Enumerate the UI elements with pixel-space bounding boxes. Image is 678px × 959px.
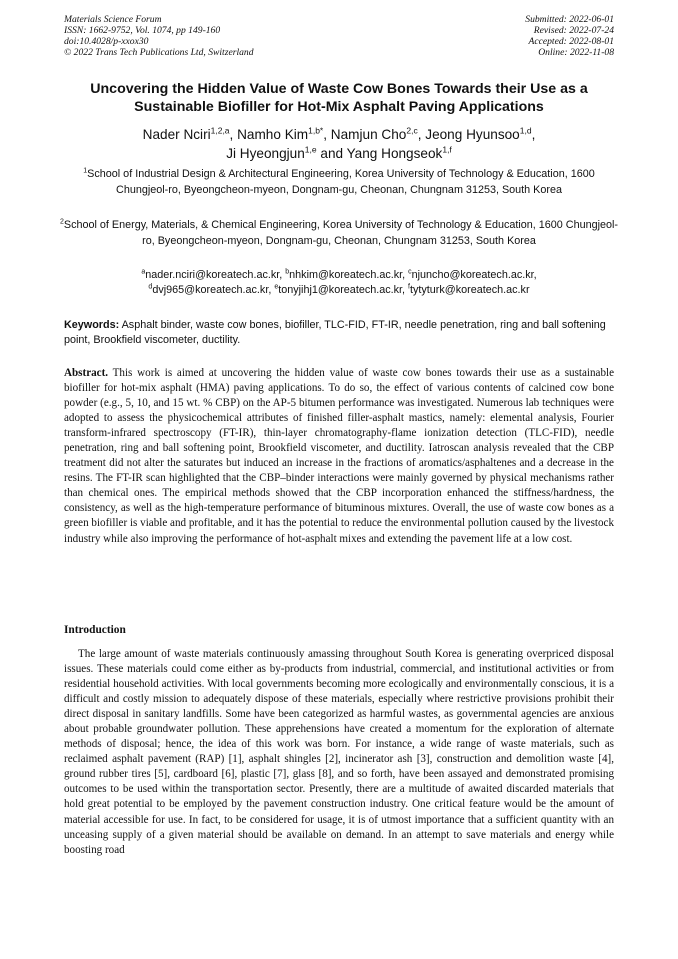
email-e[interactable]: $^e$tonyjihj1@koreatech.ac.kr [274, 283, 403, 296]
email-c[interactable]: $^c$njuncho@koreatech.ac.kr [408, 268, 534, 281]
author-3: Namjun Cho$^{2,c}$, [330, 125, 426, 142]
author-1: Nader Nciri$^{1,2,a}$, [142, 125, 238, 142]
author-4: Jeong Hyunsoo$^{1,d}$, [425, 125, 536, 142]
journal-header [64, 14, 254, 58]
abstract [64, 366, 614, 547]
email-a[interactable]: $^a$nader.nciri@koreatech.ac.kr [141, 268, 280, 281]
introduction-paragraph: The large amount of waste materials continuously amassing throughout South Korea is generating overpriced disposal issues. These materials could come either as by-products from industrial, commercial, and institutional activities or from residential household activities. With local governments becoming more ecologically and environmentally conscious, it is a difficult and costly mission to adequately dispose of these materials, especially where restrictive provisions prohibit their direct disposal in sanitary landfills. Some have been categorized as harmful wastes, as governmental agencies are anxious about probable groundwater pollution. These apprehensions have created a momentum for the exploration of alternate methods of disposal; hence, the idea of this work was born. For instance, a wide range of waste materials, such as reclaimed asphalt pavement (RAP) [1], asphalt shingles [2], incinerator ash [3], construction and demolition waste [4], ground rubber tires [5], cardboard [6], plastic [7], glass [8], and so forth, have been assayed and demonstrated promising outcomes to be used within the transportation sector. Presently, there are a multitude of awaited discarded materials that hold great potential to be employed by the pavement construction industry. One critical feature would be the amount of material accessible for use. In fact, to be considered for usage, it is of utmost importance that a sufficient quantity with an unceasing supply of a given material should be available on demand. In an attempt to save materials and energy while boosting road [64, 648, 614, 856]
section-heading-introduction: Introduction [64, 624, 126, 636]
email-b[interactable]: $^b$nhkim@koreatech.ac.kr [285, 268, 403, 281]
author-list [50, 125, 628, 163]
keywords-text: Asphalt binder, waste cow bones, biofiller, TLC-FID, FT-IR, needle penetration, ring and ball softening point, Brookfield viscometer, ductility. [64, 319, 606, 346]
author-5: Ji Hyeongjun$^{1,e}$ and [226, 144, 347, 161]
keywords [64, 318, 614, 348]
doi-line: doi:10.4028/p-xxox30 [64, 36, 149, 47]
author-2: Namho Kim$^{1,b*}$, [237, 125, 331, 142]
accepted-date: Accepted: 2022-08-01 [528, 36, 614, 47]
author-emails: $^a$nader.nciri@koreatech.ac.kr, $^b$nhkim@koreatech.ac.kr, $^c$njuncho@koreatech.ac.kr, $^d$dvj965@koreatech.ac.kr, $^e$tonyjihj1@koreatech.ac.kr, $^f$tytyturk@koreatech.ac.kr [141, 268, 537, 296]
keywords-label: Keywords: [64, 319, 120, 331]
journal-name: Materials Science Forum [64, 14, 162, 25]
revised-date: Revised: 2022-07-24 [533, 25, 614, 36]
affiliation-1: $^1$School of Industrial Design & Architectural Engineering, Korea University of Technology & Education, 1600 Chungjeol-ro, Byeongcheon-myeon, Dongnam-gu, Cheonan, Chungnam 31253, South Korea [83, 167, 595, 196]
abstract-label: Abstract. [64, 367, 109, 379]
abstract-text: This work is aimed at uncovering the hidden value of waste cow bones towards their use as a sustainable biofiller for hot-mix asphalt (HMA) paving applications. To do so, the effect of various contents of calcined cow bone powder (e.g., 5, 10, and 15 wt. % CBP) on the AP-5 bitumen performance was investigated. Numerous lab techniques were adopted to assess the physicochemical attributes of finished filler-asphalt mastics, namely: elemental analysis, Fourier transform-infrared spectroscopy (FT-IR), thin-layer chromatography-flame ionization detection (TLC-FID), needle penetration, ring and ball softening point, Brookfield viscometer, and ductility. Iatroscan analysis revealed that the CBP treatment did not alter the saturates but induced an increase in the fractions of aromatics/asphaltenes and a decrease in the resins. The FT-IR scan highlighted that the CBP–binder interactions were mainly governed by physical mechanisms rather than chemical ones. The empirical methods showed that the CBP incorporation enhanced the stiffness/hardness, the consistency, as well as the high-temperature performance of bituminous mixtures. Overall, the use of waste cow bones as a green biofiller is viable and profitable, and it has the potential to reduce the environmental pollution caused by the livestock industry while also improving the performance of hot-asphalt mixes and extending the pavement life at a low cost. [64, 367, 614, 545]
email-d[interactable]: $^d$dvj965@koreatech.ac.kr [148, 283, 269, 296]
copyright-line: © 2022 Trans Tech Publications Ltd, Switzerland [64, 47, 254, 58]
author-6: Yang Hongseok$^{1,f}$ [346, 144, 452, 161]
affiliation-2: $^2$School of Energy, Materials, & Chemical Engineering, Korea University of Technology & Education, 1600 Chungjeol-ro, Byeongcheon-myeon, Dongnam-gu, Cheonan, Chungnam 31253, South Korea [59, 218, 619, 247]
online-date: Online: 2022-11-08 [538, 47, 614, 58]
submitted-date: Submitted: 2022-06-01 [525, 14, 614, 25]
email-f[interactable]: $^f$tytyturk@koreatech.ac.kr [408, 283, 530, 296]
issn-line: ISSN: 1662-9752, Vol. 1074, pp 149-160 [64, 25, 221, 36]
dates-header [525, 14, 614, 58]
paper-title: Uncovering the Hidden Value of Waste Cow Bones Towards their Use as a Sustainable Biofiller for Hot-Mix Asphalt Paving Applications [90, 81, 588, 115]
